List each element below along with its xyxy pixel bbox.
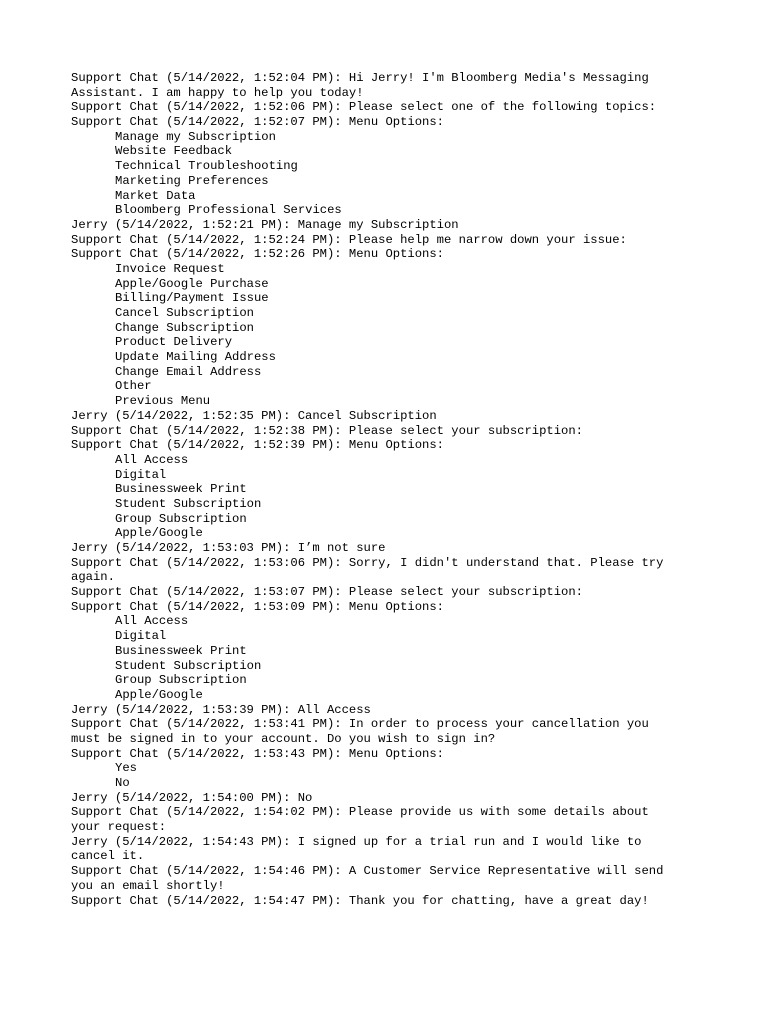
transcript-line: Assistant. I am happy to help you today! (71, 85, 364, 100)
menu-option-line: Manage my Subscription (115, 129, 276, 144)
transcript-line: cancel it. (71, 849, 145, 864)
menu-option-line: Website Feedback (115, 144, 233, 159)
menu-option-line: Technical Troubleshooting (115, 159, 298, 174)
menu-option-line: Bloomberg Professional Services (115, 203, 342, 218)
menu-option-line: Marketing Preferences (115, 173, 269, 188)
transcript-line: again. (71, 570, 115, 585)
menu-option-line: Other (115, 379, 152, 394)
menu-option-line: All Access (115, 452, 189, 467)
transcript-line: Support Chat (5/14/2022, 1:53:41 PM): In order to process your cancellation you (71, 717, 649, 732)
transcript-line: Support Chat (5/14/2022, 1:52:39 PM): Menu Options: (71, 438, 444, 453)
transcript-line: Support Chat (5/14/2022, 1:53:06 PM): Sorry, I didn't understand that. Please try (71, 555, 664, 570)
menu-option-line: Apple/Google Purchase (115, 276, 269, 291)
menu-option-line: No (115, 776, 130, 790)
transcript-line: Support Chat (5/14/2022, 1:52:07 PM): Menu Options: (71, 115, 444, 130)
transcript-line: Support Chat (5/14/2022, 1:53:43 PM): Menu Options: (71, 746, 444, 761)
menu-option-line: Cancel Subscription (115, 306, 254, 320)
menu-option-line: Digital (115, 467, 167, 482)
transcript-line: Support Chat (5/14/2022, 1:52:24 PM): Please help me narrow down your issue: (71, 232, 627, 247)
menu-option-line: Student Subscription (115, 658, 262, 673)
transcript-line: Support Chat (5/14/2022, 1:53:09 PM): Menu Options: (71, 599, 444, 614)
transcript-line: Jerry (5/14/2022, 1:52:35 PM): Cancel Subscription (71, 408, 437, 423)
transcript-line: Jerry (5/14/2022, 1:52:21 PM): Manage my Subscription (71, 217, 459, 232)
transcript-line: Jerry (5/14/2022, 1:53:03 PM): I’m not sure (71, 541, 386, 555)
menu-option-line: Businessweek Print (115, 482, 247, 497)
transcript-line: Support Chat (5/14/2022, 1:52:26 PM): Menu Options: (71, 247, 444, 262)
menu-option-line: Change Email Address (115, 364, 262, 379)
menu-option-line: All Access (115, 614, 189, 629)
transcript-line: Jerry (5/14/2022, 1:53:39 PM): All Access (71, 702, 371, 717)
menu-option-line: Update Mailing Address (115, 350, 276, 365)
transcript-line: must be signed in to your account. Do you wish to sign in? (71, 731, 496, 746)
transcript-line: Jerry (5/14/2022, 1:54:43 PM): I signed up for a trial run and I would like to (71, 834, 642, 849)
menu-option-line: Digital (115, 629, 167, 644)
menu-option-line: Market Data (115, 188, 196, 203)
menu-option-line: Billing/Payment Issue (115, 291, 269, 306)
menu-option-line: Apple/Google (115, 687, 203, 702)
menu-option-line: Previous Menu (115, 394, 211, 409)
menu-option-line: Invoice Request (115, 261, 225, 276)
transcript-line: your request: (71, 820, 167, 835)
menu-option-line: Apple/Google (115, 526, 203, 541)
transcript-line: Support Chat (5/14/2022, 1:54:46 PM): A Customer Service Representative will send (71, 864, 664, 879)
menu-option-line: Businessweek Print (115, 643, 247, 658)
chat-transcript (71, 71, 711, 908)
menu-option-line: Product Delivery (115, 335, 233, 350)
transcript-line: you an email shortly! (71, 878, 225, 893)
transcript-line: Support Chat (5/14/2022, 1:52:38 PM): Please select your subscription: (71, 423, 583, 438)
menu-option-line: Change Subscription (115, 320, 254, 335)
transcript-line: Support Chat (5/14/2022, 1:54:47 PM): Thank you for chatting, have a great day! (71, 893, 649, 908)
transcript-line: Support Chat (5/14/2022, 1:52:04 PM): Hi Jerry! I'm Bloomberg Media's Messaging (71, 71, 649, 85)
menu-option-line: Yes (115, 761, 137, 776)
transcript-line: Support Chat (5/14/2022, 1:53:07 PM): Please select your subscription: (71, 585, 583, 600)
menu-option-line: Group Subscription (115, 511, 247, 526)
transcript-line: Jerry (5/14/2022, 1:54:00 PM): No (71, 790, 313, 805)
menu-option-line: Group Subscription (115, 673, 247, 688)
menu-option-line: Student Subscription (115, 496, 262, 511)
transcript-line: Support Chat (5/14/2022, 1:54:02 PM): Please provide us with some details about (71, 805, 649, 820)
transcript-line: Support Chat (5/14/2022, 1:52:06 PM): Please select one of the following topics: (71, 100, 657, 115)
